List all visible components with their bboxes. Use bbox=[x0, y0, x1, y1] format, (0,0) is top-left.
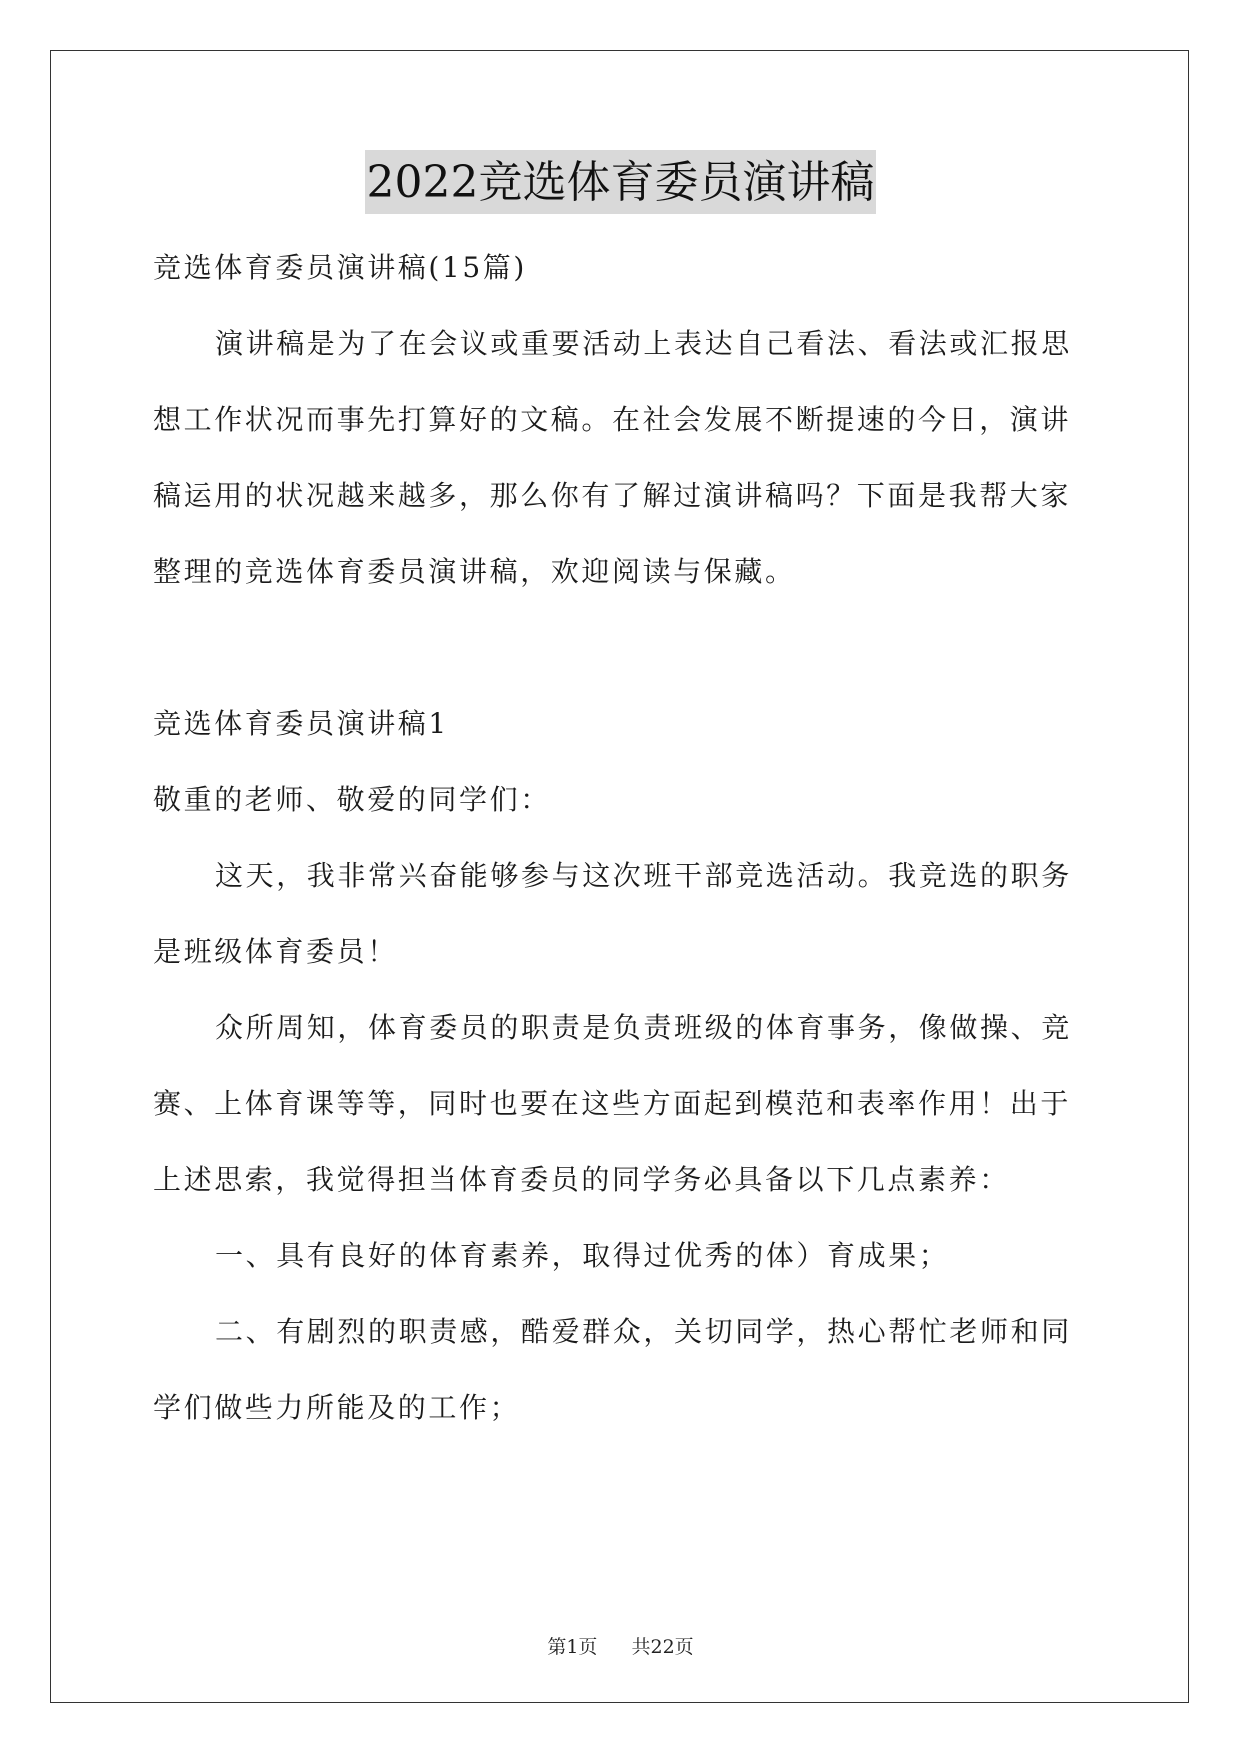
document-subtitle: 竞选体育委员演讲稿(15篇) bbox=[153, 251, 527, 284]
page-footer bbox=[0, 1632, 1241, 1659]
document-body bbox=[153, 230, 1089, 1446]
body-paragraph: 这天，我非常兴奋能够参与这次班干部竞选活动。我竞选的职务是班级体育委员！ bbox=[153, 859, 1072, 968]
document-title: 2022竞选体育委员演讲稿 bbox=[365, 150, 877, 214]
body-paragraph: 二、有剧烈的职责感，酷爱群众，关切同学，热心帮忙老师和同学们做些力所能及的工作； bbox=[153, 1315, 1072, 1424]
intro-paragraph: 演讲稿是为了在会议或重要活动上表达自己看法、看法或汇报思想工作状况而事先打算好的文稿。在社会发展不断提速的今日，演讲稿运用的状况越来越多，那么你有了解过演讲稿吗？下面是我帮大家整理的竞选体育委员演讲稿，欢迎阅读与保藏。 bbox=[153, 327, 1072, 588]
page-number-current: 第1页 bbox=[547, 1636, 598, 1658]
body-paragraph: 一、具有良好的体育素养，取得过优秀的体）育成果； bbox=[215, 1239, 950, 1272]
greeting-line: 敬重的老师、敬爱的同学们： bbox=[153, 783, 551, 816]
section-heading: 竞选体育委员演讲稿1 bbox=[153, 707, 449, 740]
page-number-total: 共22页 bbox=[631, 1636, 694, 1658]
section-spacer bbox=[153, 610, 1089, 686]
body-paragraph: 众所周知，体育委员的职责是负责班级的体育事务，像做操、竞赛、上体育课等等，同时也要在这些方面起到模范和表率作用！出于上述思索，我觉得担当体育委员的同学务必具备以下几点素养： bbox=[153, 1011, 1072, 1196]
title-container bbox=[0, 150, 1241, 214]
